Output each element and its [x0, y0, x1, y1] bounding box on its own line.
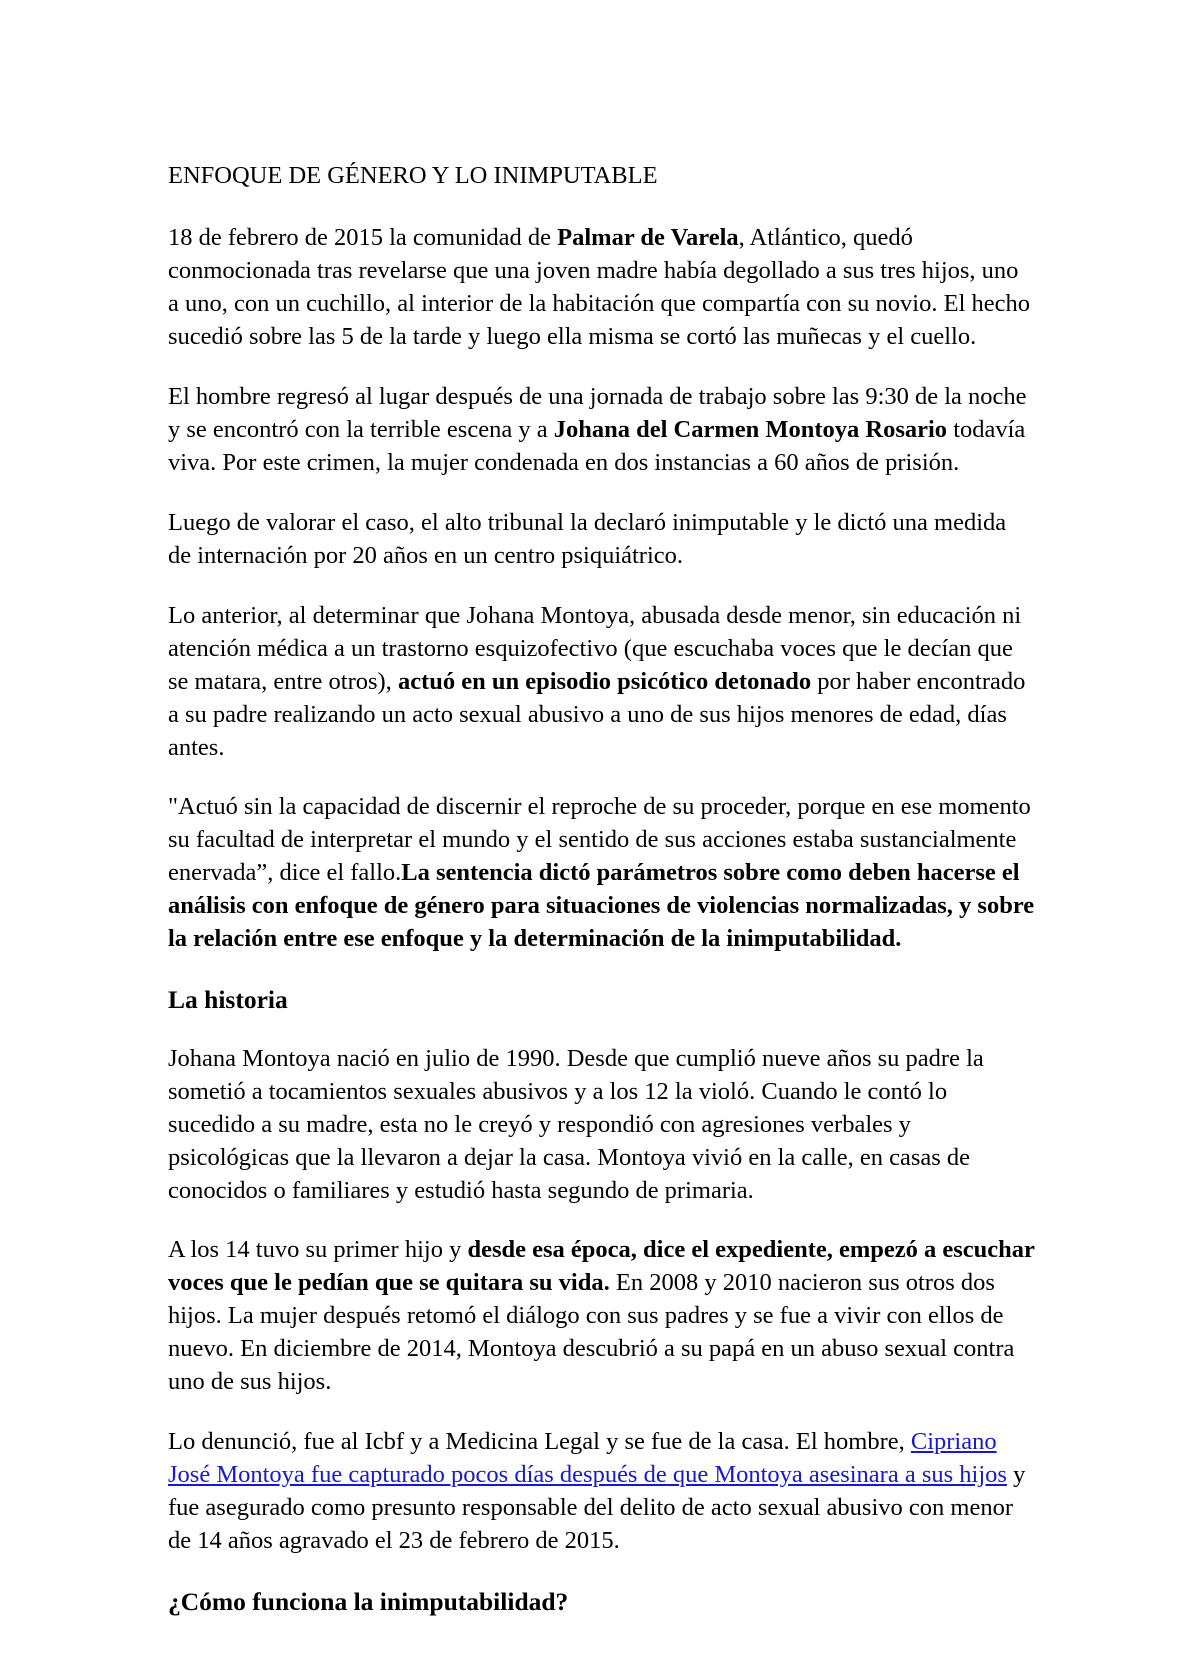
paragraph-7-text-part-2: En 2008 y 2010 nacieron sus otros dos hijos. La mujer después retomó el diálogo con sus padres y se fue a vivir con ellos de nuevo. En diciembre de 2014, Montoya descubrió a su papá en un abuso sexual contra uno de sus hijos. — [168, 1269, 1015, 1396]
paragraph-8-text-part-1: Lo denunció, fue al Icbf y a Medicina Legal y se fue de la casa. El hombre, — [168, 1428, 911, 1456]
paragraph-2 — [168, 381, 1035, 480]
paragraph-6: Johana Montoya nació en julio de 1990. Desde que cumplió nueve años su padre la sometió a tocamientos sexuales abusivos y a los 12 la violó. Cuando le contó lo sucedido a su madre, esta no le creyó y respondió con agresiones verbales y psicológicas que la llevaron a dejar la casa. Montoya vivió en la calle, en casas de conocidos o familiares y estudió hasta segundo de primaria. — [168, 1044, 984, 1204]
paragraph-4-bold-1: actuó en un episodio psicótico detonado — [397, 667, 812, 695]
paragraph-2-text-part-1: El hombre regresó al lugar después de una jornada de trabajo sobre las 9:30 de la noche y se encontró con la terrible escena y a — [168, 383, 1027, 444]
paragraph-7 — [168, 1234, 1035, 1399]
paragraph-3: Luego de valorar el caso, el alto tribunal la declaró inimputable y le dictó una medida de internación por 20 años en un centro psiquiátrico. — [168, 508, 1007, 569]
page-title: ENFOQUE DE GÉNERO Y LO INIMPUTABLE — [168, 162, 658, 189]
paragraph-2-bold-1: Johana del Carmen Montoya Rosario — [553, 416, 948, 444]
paragraph-4 — [168, 600, 1035, 765]
paragraph-1 — [168, 222, 1035, 354]
paragraph-4-text-part-2: por haber encontrado a su padre realizando un acto sexual abusivo a uno de sus hijos menores de edad, días antes. — [168, 667, 1026, 761]
paragraph-5 — [168, 791, 1035, 956]
section-heading-como-funciona-la-inimputabilidad: ¿Cómo funciona la inimputabilidad? — [168, 1586, 569, 1616]
paragraph-5-text-part-1: "Actuó sin la capacidad de discernir el reproche de su proceder, porque en ese momento su facultad de interpretar el mundo y el sentido de sus acciones estaba sustancialmente enervada”, dice el fallo. — [168, 793, 1031, 887]
paragraph-2-text-part-2: todavía viva. Por este crimen, la mujer condenada en dos instancias a 60 años de prisión. — [168, 416, 1026, 476]
paragraph-7-text-part-1: A los 14 tuvo su primer hijo y — [168, 1236, 468, 1264]
link-cipriano-jose-montoya[interactable]: Cipriano José Montoya fue capturado pocos días después de que Montoya asesinara a sus hijos — [168, 1428, 1007, 1489]
paragraph-4-text-part-1: Lo anterior, al determinar que Johana Montoya, abusada desde menor, sin educación ni atención médica a un trastorno esquizofectivo (que escuchaba voces que le decían que se matara, entre otros), — [168, 601, 1022, 695]
paragraph-5-bold-1: La sentencia dictó parámetros sobre como deben hacerse el análisis con enfoque de género para situaciones de violencias normalizadas, y sobre la relación entre ese enfoque y la determinación de la inimputabilidad. — [168, 859, 1035, 953]
paragraph-1-bold-1: Palmar de Varela — [557, 224, 739, 252]
paragraph-1-text-part-2: , Atlántico, quedó conmocionada tras revelarse que una joven madre había degollado a sus tres hijos, uno a uno, con un cuchillo, al interior de la habitación que compartía con su novio. El hecho sucedió sobre las 5 de la tarde y luego ella misma se cortó las muñecas y el cuello. — [168, 224, 1030, 351]
paragraph-8 — [168, 1426, 1035, 1558]
section-heading-la-historia: La historia — [168, 985, 288, 1015]
paragraph-1-text-part-1: 18 de febrero de 2015 la comunidad de — [168, 224, 558, 252]
paragraph-7-bold-1: desde esa época, dice el expediente, empezó a escuchar voces que le pedían que se quitara su vida. — [168, 1236, 1035, 1297]
paragraph-8-text-part-2: y fue asegurado como presunto responsable del delito de acto sexual abusivo con menor de 14 años agravado el 23 de febrero de 2015. — [168, 1461, 1026, 1554]
